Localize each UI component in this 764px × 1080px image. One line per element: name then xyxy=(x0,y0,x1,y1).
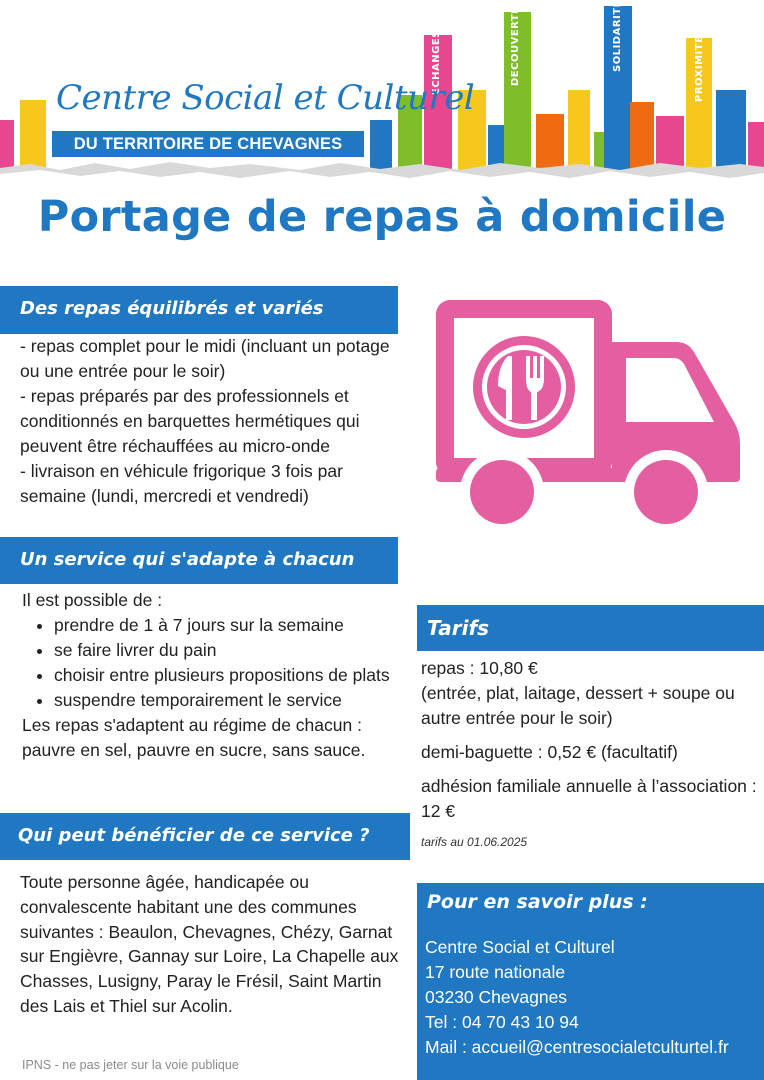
meal-item: - repas complet pour le midi (incluant un potage ou une entrée pour le soir) xyxy=(20,336,390,381)
footer-note: IPNS - ne pas jeter sur la voie publique xyxy=(22,1058,239,1072)
bar-label-proximite: PROXIMITE xyxy=(694,35,705,102)
section-body-eligibility: Toute personne âgée, handicapée ou convalescente habitant une des communes suivantes : Beaulon, Chevagnes, Chézy, Garnat sur Engièvre, Gannay sur Loire, La Chapelle aux Chasses, Lusigny, Paray le Frésil, Saint Martin des Lais et Thiel sur Acolin. xyxy=(20,872,399,1016)
section-heading-tarifs: Tarifs xyxy=(417,605,764,651)
contact-street: 17 route nationale xyxy=(425,962,566,982)
bar-label-echanges: ECHANGES xyxy=(431,30,442,95)
section-body-service xyxy=(22,588,402,763)
service-options-list xyxy=(22,613,402,713)
contact-city: 03230 Chevagnes xyxy=(425,987,568,1007)
torn-paper-edge xyxy=(0,158,764,194)
section-body-tarifs xyxy=(421,656,761,850)
delivery-truck-icon xyxy=(430,290,744,550)
contact-box xyxy=(417,883,764,1080)
bar-label-solidarite: SOLIDARITE xyxy=(612,0,623,72)
contact-organisation: Centre Social et Culturel xyxy=(425,937,615,957)
tarif-adhesion: adhésion familiale annuelle à l’association : 12 € xyxy=(421,776,757,821)
service-intro: Il est possible de : xyxy=(22,590,163,610)
contact-phone: Tel : 04 70 43 10 94 xyxy=(425,1012,579,1032)
tarif-repas: repas : 10,80 € xyxy=(421,658,538,678)
section-body-meals xyxy=(20,334,400,509)
list-item: • se faire livrer du pain xyxy=(54,638,402,663)
list-item: • prendre de 1 à 7 jours sur la semaine xyxy=(54,613,402,638)
page-title: Portage de repas à domicile xyxy=(37,192,727,242)
contact-details xyxy=(425,935,729,1060)
section-heading-meals: Des repas équilibrés et variés xyxy=(0,286,398,334)
tarifs-date-note: tarifs au 01.06.2025 xyxy=(421,835,528,849)
service-outro: Les repas s'adaptent au régime de chacun : pauvre en sel, pauvre en sucre, sans sauce. xyxy=(22,715,366,760)
list-item: • suspendre temporairement le service xyxy=(54,688,402,713)
tarif-repas-detail: (entrée, plat, laitage, dessert + soupe ou autre entrée pour le soir) xyxy=(421,683,735,728)
meal-item: - livraison en véhicule frigorique 3 fois par semaine (lundi, mercredi et vendredi) xyxy=(20,461,343,506)
contact-heading: Pour en savoir plus : xyxy=(427,891,648,913)
meal-item: - repas préparés par des professionnels et conditionnés en barquettes hermétiques qui peuvent être réchauffées au micro-onde xyxy=(20,386,360,456)
knife-fork-icon xyxy=(473,336,575,438)
logo-wordmark: Centre Social et Culturel xyxy=(56,78,475,118)
section-heading-eligibility: Qui peut bénéficier de ce service ? xyxy=(0,813,410,860)
list-item: • choisir entre plusieurs propositions de plats xyxy=(54,663,402,688)
tarif-baguette: demi-baguette : 0,52 € (facultatif) xyxy=(421,742,678,762)
section-heading-service: Un service qui s'adapte à chacun xyxy=(0,537,398,584)
bar-label-decouverte: DECOUVERTE xyxy=(510,6,521,86)
contact-email: Mail : accueil@centresocialetculturtel.fr xyxy=(425,1037,729,1057)
logo-subtitle-band: DU TERRITOIRE DE CHEVAGNES xyxy=(52,131,364,157)
